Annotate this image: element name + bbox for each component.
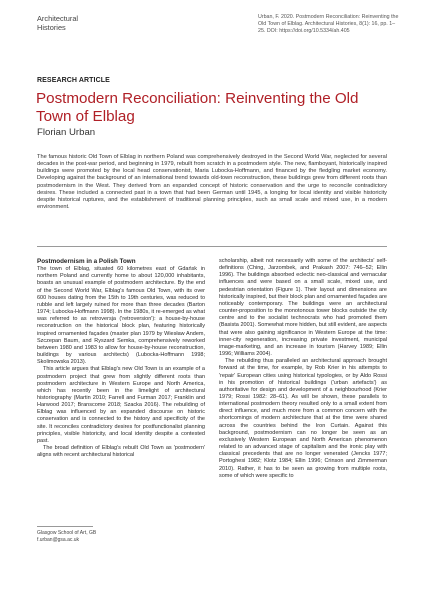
journal-name-line1: Architectural [37, 14, 79, 23]
article-type: RESEARCH ARTICLE [37, 77, 110, 84]
article-title: Postmodern Reconciliation: Reinventing the Old Town of Elblag [36, 90, 359, 125]
journal-name [37, 14, 78, 32]
author-name: Florian Urban [37, 127, 96, 138]
section-heading: Postmodernism in a Polish Town [37, 258, 136, 265]
divider [37, 246, 387, 247]
author-affiliation: Glasgow School of Art, GB [37, 530, 97, 536]
footnote [37, 530, 96, 544]
body-paragraph: The town of Elblag, situated 60 kilometres east of Gdańsk in northern Poland and currently home to about 120,000 inhabitants, boasts an unusual example of postmodern architecture. By the end of the Second World War, Elblag's famous Old Town, with its over 600 houses dating from the 15th to 19th centuries, was reduced to rubble and left largely ruined for more than three decades (Barton 1974; Lubocka-Hoffmann 1998). In the 1980s, it re-emerged as what was referred to as retroversja ('retroversion'): a house-by-house reconstruction on the historical block plan, featuring historically inspired ornamented façades (master plan 1979 by Wiesław Andem, Szczepan Baum, and Ryszard Semka, comprehensively reworked between 1980 and 1983 to allow for house-by-house reconstruction, buildings by various architects) (Lubocka-Hoffmann 1998; Skolimowska 2013). [37, 266, 205, 366]
body-paragraph: This article argues that Elblag's new Old Town is an example of a postmodern project that grew from slightly different roots than postmodern architecture in Western Europe and North America, which has recently been in the limelight of architectural historiography (Martin 2010; Farrell and Furman 2017; Franklin and Harwood 2017; Branscome 2018; Szacka 2016). The rebuilding of Elblag was influenced by an expanded discourse on historic conservation and is connected to the history and specificity of the site. It reconciles contradictory desires for postfunctionalist planning principles, visible historicity, and local identity despite a contested past. [37, 366, 205, 444]
journal-name-line2: Histories [37, 23, 66, 32]
body-paragraph: The rebuilding thus paralleled an architectural approach brought forward at the time, for example, by Rob Krier in his attempts to 'repair' European cities using historical typologies, or by Aldo Rossi in his promotion of historical buildings ('urban artefacts') as authoritative for design and development of a neighbourhood (Krier 1979; Rossi 1982: 28–61). As will be shown, these parallels to international postmodern theory resulted only to a small extent from direct influence, and much more from a common concern with the shortcomings of modern architecture that at the time were shared across the countries behind the Iron Curtain. Against this background, postmodernism can no longer be seen as an exclusively Western European and North American phenomenon related to an advanced stage of capitalism and the ironic play with classical precedents that are no longer venerated (Jencks 1977; Portoghesi 1982; Klotz 1984; Ellin 1996; Crinson and Zimmerman 2010). Rather, it has to be seen as growing from multiple roots, some of which were specific to [219, 358, 387, 479]
body-paragraph: scholarship, albeit not necessarily with some of the architects' self-definitions (Ching, Jarzombek, and Prakash 2007: 746–52; Ellin 1996). The buildings absorbed eclectic neo-classical and vernacular influences and were based on a small scale, mixed use, and pedestrian orientation (Figure 1). Their layout and dimensions are historically inspired, but their block plan and ornamented façades are noticeably contemporary. The buildings were an architectural counter-proposition to the monotonous tower blocks outside the city centre and to the socialist technocrats who had promoted them (Basista 2001). Somewhat more hidden, but still evident, are aspects that were also gaining significance in Western Europe at the time: inner-city regeneration, increasing private investment, municipal image-marketing, and an increase in tourism (Harvey 1989; Ellin 1996; Williams 2004). [219, 258, 387, 358]
body-column-right [219, 258, 387, 480]
footnote-rule [37, 526, 93, 527]
body-paragraph: The broad definition of Elblag's rebuilt Old Town as 'postmodern' aligns with recent architectural historical [37, 445, 205, 459]
author-email[interactable]: f.urban@gsa.ac.uk [37, 537, 80, 543]
body-column-left [37, 258, 205, 459]
citation: Urban, F. 2020. Postmodern Reconciliation: Reinventing the Old Town of Elblag. Architectural Histories, 8(1): 16, pp. 1–25. DOI: https://doi.org/10.5334/ah.405 [258, 14, 399, 34]
abstract: The famous historic Old Town of Elblag in northern Poland was comprehensively destroyed in the Second World War, neglected for several decades in the post-war period, and beginning in 1979, rebuilt from scratch in a postmodern style. The new, flamboyant, historically inspired buildings were promoted by the local head conservationist, Maria Lubocka-Hoffmann, and financed by the fledgling market economy. Developing against the background of an international trend towards old-town reconstruction, these buildings grew from different roots than postmodernism in the West. They derived from an expanded concept of historic conservation and the urge to reconcile contradictory desires. These included a connected past in a town that had been German until 1945, a longing for local identity and visible historicity despite historical ruptures, and the establishment of traditional planning principles, such as small scale and mixed use, in a modern environment. [37, 154, 387, 211]
